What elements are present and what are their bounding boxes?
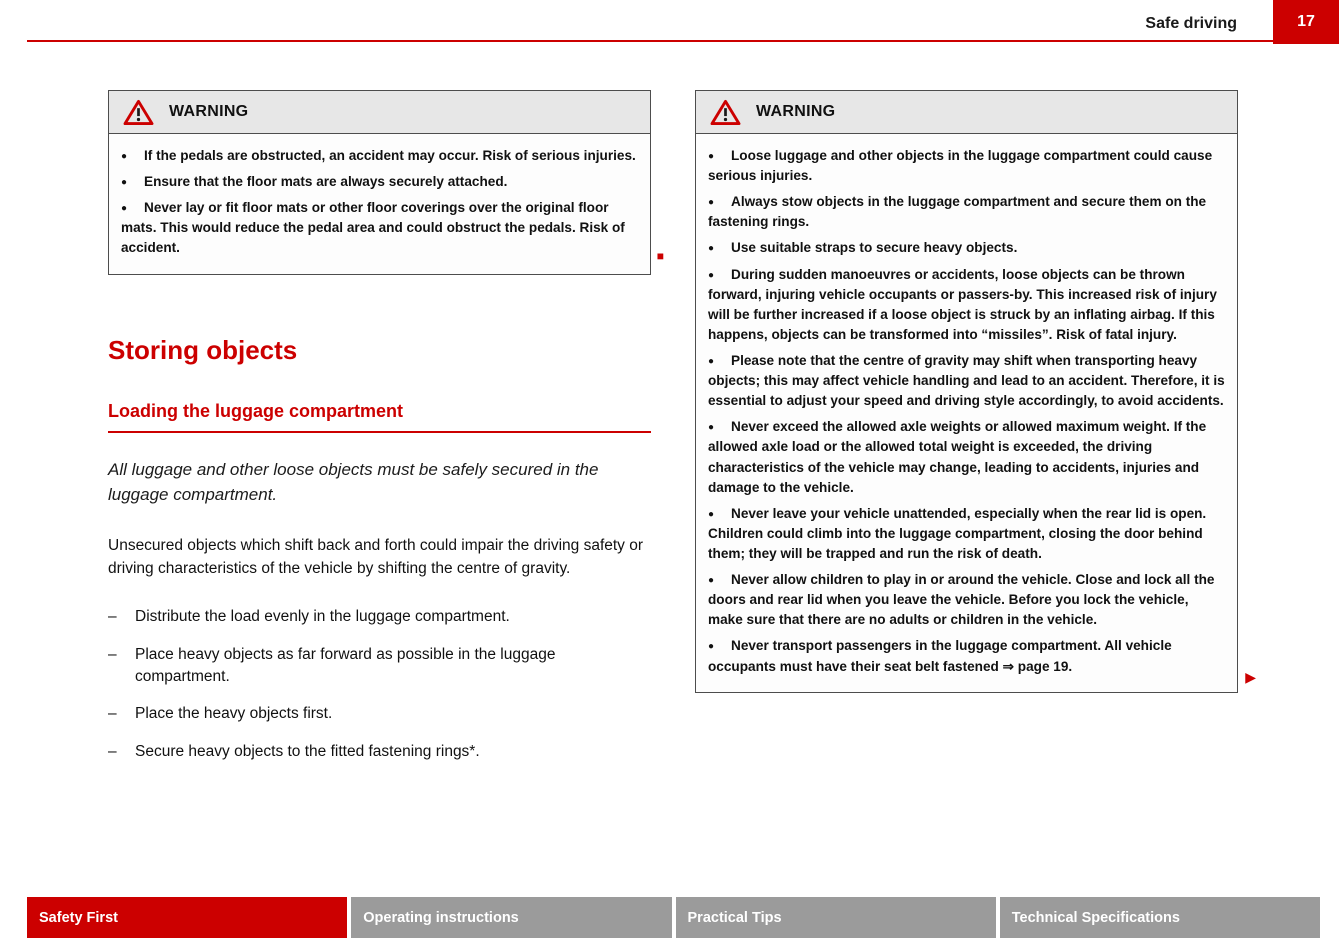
bullet-icon: ●	[708, 151, 715, 162]
warning-item	[708, 192, 1225, 232]
footer-tab-practical-tips: Practical Tips	[676, 897, 996, 938]
list-item	[108, 606, 651, 628]
warning-item	[708, 570, 1225, 630]
warning-box-body	[696, 134, 1237, 692]
warning-item-text: Loose luggage and other objects in the luggage compartment could cause serious injuries.	[708, 148, 1213, 184]
warning-box-luggage	[695, 90, 1256, 693]
warning-item-text: Never allow children to play in or around the vehicle. Close and lock all the doors and rear lid when you leave the vehicle. Before you lock the vehicle, make sure that there are no adults or children in the vehicle.	[708, 572, 1215, 628]
dash-marker: –	[108, 742, 117, 760]
footer-tab-operating-instructions: Operating instructions	[351, 897, 671, 938]
bullet-icon: ●	[121, 177, 128, 189]
bullet-icon: ●	[708, 197, 715, 209]
list-item-text: Place heavy objects as far forward as possible in the luggage compartment.	[135, 645, 556, 685]
warning-box-body	[109, 134, 650, 274]
warning-item-text: Never exceed the allowed axle weights or allowed maximum weight. If the allowed axle load or the allowed total weight is exceeded, the driving characteristics of the vehicle may change, leading to accidents, injuries and damage to the vehicle.	[708, 419, 1207, 495]
footer-tab-safety-first: Safety First	[27, 897, 347, 938]
warning-item-text: If the pedals are obstructed, an accident may occur. Risk of serious injuries.	[144, 148, 636, 163]
bullet-icon: ●	[121, 203, 128, 215]
warning-item-text: Ensure that the floor mats are always securely attached.	[144, 174, 508, 190]
warning-box-header	[109, 91, 650, 134]
continue-arrow-marker: ▶	[1245, 668, 1256, 685]
header-rule	[27, 40, 1339, 42]
warning-item	[708, 238, 1225, 258]
warning-item	[121, 172, 638, 192]
warning-item-text: Never transport passengers in the luggage compartment. All vehicle occupants must have their seat belt fastened ⇒ page 19.	[708, 638, 1172, 674]
bullet-icon: ●	[708, 641, 715, 653]
dash-marker: –	[108, 608, 117, 626]
section-end-marker: ■	[656, 248, 664, 263]
warning-triangle-icon	[123, 99, 154, 126]
warning-item	[708, 636, 1225, 676]
bullet-icon: ●	[708, 422, 715, 434]
warning-item-text: Use suitable straps to secure heavy objects.	[731, 240, 1018, 256]
footer-tab-technical-specifications: Technical Specifications	[1000, 897, 1320, 938]
bullet-icon: ●	[708, 269, 715, 281]
warning-item	[121, 146, 638, 166]
right-column	[695, 90, 1256, 693]
warning-triangle-icon	[710, 99, 741, 126]
warning-item-text: Always stow objects in the luggage compartment and secure them on the fastening rings.	[708, 194, 1207, 230]
dash-marker: –	[108, 705, 117, 723]
list-item-text: Distribute the load evenly in the luggage compartment.	[135, 608, 510, 626]
warning-box-header	[696, 91, 1237, 134]
bullet-icon: ●	[708, 243, 715, 255]
bullet-icon: ●	[708, 355, 715, 367]
footer-tab-bar	[27, 897, 1320, 938]
list-item-text: Place the heavy objects first.	[135, 705, 333, 723]
page-header-title: Safe driving	[1145, 15, 1237, 32]
warning-box-pedals	[108, 90, 664, 275]
warning-item-text: Please note that the centre of gravity may shift when transporting heavy objects; this may affect vehicle handling and lead to an accident. Therefore, it is essential to adjust your speed and driving style accordingly, to avoid accidents.	[708, 352, 1225, 409]
dash-marker: –	[108, 645, 117, 663]
warning-item	[708, 146, 1225, 186]
warning-item	[708, 351, 1225, 411]
warning-title: WARNING	[756, 103, 836, 120]
warning-item-text: Never lay or fit floor mats or other floor coverings over the original floor mats. This would reduce the pedal area and could obstruct the pedals. Risk of accident.	[121, 200, 625, 256]
bullet-icon: ●	[121, 151, 128, 162]
list-item	[108, 741, 651, 763]
warning-item-text: Never leave your vehicle unattended, especially when the rear lid is open. Children could climb into the luggage compartment, closing the door behind them; they will be trapped and run the risk of death.	[708, 505, 1207, 561]
warning-title: WARNING	[169, 103, 249, 120]
list-item	[108, 644, 651, 689]
bullet-icon: ●	[708, 508, 715, 520]
section-subheading: Loading the luggage compartment	[108, 401, 651, 433]
page-number: 17	[1297, 13, 1315, 30]
warning-item-text: During sudden manoeuvres or accidents, loose objects can be thrown forward, injuring vehicle occupants or passers-by. This increased risk of injury will be further increased if a loose object is struck by an inflating airbag. If this happens, objects can be transformed into “missiles”. Risk of fatal injury.	[708, 266, 1217, 342]
list-item	[108, 703, 651, 725]
warning-item	[708, 265, 1225, 345]
warning-item	[708, 504, 1225, 564]
left-column	[108, 90, 664, 778]
page-title: Storing objects	[108, 334, 298, 365]
bullet-icon: ●	[708, 575, 715, 587]
warning-item	[121, 198, 638, 258]
body-paragraph: Unsecured objects which shift back and forth could impair the driving safety or driving characteristics of the vehicle by shifting the centre of gravity.	[108, 536, 644, 577]
lead-paragraph: All luggage and other loose objects must be safely secured in the luggage compartment.	[108, 459, 599, 505]
warning-item	[708, 417, 1225, 497]
dash-list	[108, 606, 651, 763]
list-item-text: Secure heavy objects to the fitted fastening rings*.	[135, 742, 480, 760]
page-number-box	[1273, 0, 1339, 44]
